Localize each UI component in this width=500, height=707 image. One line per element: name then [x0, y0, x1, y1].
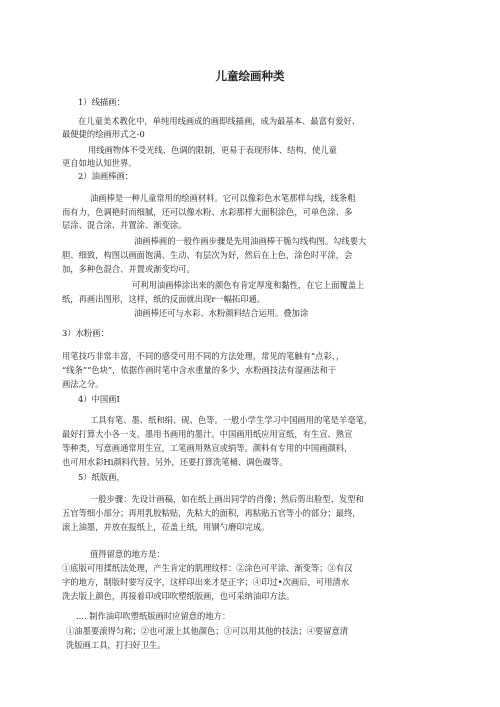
- section-heading-chinese-painting: 4）中国画I: [78, 394, 120, 404]
- paragraph-line: 最便捷的绘画形式之-0: [62, 129, 145, 139]
- paragraph-line: 洗去版上颜色，再接着印或印吹塑纸版画，也可采纳油印方法。: [62, 591, 295, 601]
- paragraph-line: ①油墨要滚得匀称；②也可滚上其他颜色；③可以用其他的技法；④要留意清: [66, 626, 349, 636]
- section-heading-line-drawing: 1）线描画：: [78, 97, 125, 107]
- paragraph-line: 油画棒还可与水彩、水粉颜料结合运用。叠加涂: [134, 308, 309, 318]
- paragraph-line: 字的地方，制版时要写反字，这样印出来才是正字；④印过•次画后，可用清水: [62, 577, 349, 587]
- paragraph-line: 可利用油画棒涂出来的颜色有肯定厚度和黏性，在它上面覆盖上: [132, 280, 365, 290]
- paragraph-line: 一般步骤：先设计画稿，如在纸上画出同学的肖像；然后剪出脸型、发型和: [90, 494, 364, 504]
- paragraph-line: 更自如地认知世界。: [62, 158, 137, 168]
- paragraph-line: 用笔技巧非常丰富，不同的感受可用不同的方法处理，常见的笔触有“点彩，，: [62, 351, 345, 361]
- paragraph-line: 也可用水彩Hi颜料代替。另外，还要打算洗笔桶、调色碟等。: [62, 457, 288, 467]
- paragraph-line: 加，多种色混合、并置或渐变均可。: [62, 264, 195, 274]
- paragraph-line: 画法之分。: [62, 379, 104, 389]
- section-heading-paper-print: 5）纸版画，: [78, 472, 125, 482]
- paragraph-line: 最好打算大小各一支。墨用书画用的墨汁。中国画用纸应用宣纸，有生宣、熟宣: [62, 429, 353, 439]
- section-heading-oil-pastel: 2）油画棒画：: [78, 171, 134, 181]
- notes-heading: 值得留意的地方是：: [90, 549, 165, 559]
- paragraph-line: 而有力，色调艳时而细腻，还可以像水粉、水彩那样大面积涂色，可单色涂、多: [62, 207, 353, 217]
- paragraph-line: 等种类，写意画通常用生宣，工笔画用熟宣或绢等。颜料有专用的中国画颜料，: [62, 443, 353, 453]
- paragraph-line: 洗版画工具，打扫好卫生。: [66, 640, 166, 650]
- paragraph-line: 滚上油墨，并放在报纸上，莅盖上纸，用钢勺磨印完成。: [62, 522, 270, 532]
- paragraph-line: 五官等细小部分；再用乳胶粘贴，先粘大的面积，再粘贴五官等小的部分；最终，: [62, 508, 361, 518]
- paragraph-line: ①底版可用揉纸法处理，产生肯定的肌理纹样：②涂色可平涂、渐变等；③有汉: [62, 563, 353, 573]
- paragraph-line: 油画棒是一种儿童常用的绘画材料。它可以像彩色水笔那样勾线，线条粗: [90, 193, 356, 203]
- paragraph-line: “线条”“色块”，依据作画时笔中含水重量的多少，水粉画技法有湿画法和干: [62, 365, 337, 375]
- document-title: 儿童绘画种类: [215, 69, 285, 83]
- paragraph-line: 工具有笔、墨、纸和绢、砚、色等。一般小学生学习中国画用的笔是羊毫笔，: [90, 415, 373, 425]
- paragraph-line: 胆、细致，构图以画面饱满、生动、有层次为好，然后在上色，涂色时平涂，会: [62, 250, 353, 260]
- paragraph-line: 层涂、混合涂、并置涂、渐变涂。: [62, 220, 187, 230]
- paragraph-line: 纸，再画出图形，这样，纸的反面就出现r一幅拓印通。: [62, 294, 266, 304]
- paragraph-line: 在儿童美术教化中，单纯用线画成的画即线描画，成为最基本、最富有爱好、: [78, 116, 361, 126]
- paragraph-line: 油画棒画的一般作画步骤是先用油画棒干脆勾线构图。勾线要大: [134, 236, 367, 246]
- section-heading-gouache: 3）水粉画：: [62, 328, 109, 338]
- notes-heading-2: .... 制作油印吹塑纸版画时应留意的地方：: [76, 611, 231, 621]
- paragraph-line: 用线画物体不受光线、色调的限制，更易于表现形体、结构，使儿童: [88, 145, 337, 155]
